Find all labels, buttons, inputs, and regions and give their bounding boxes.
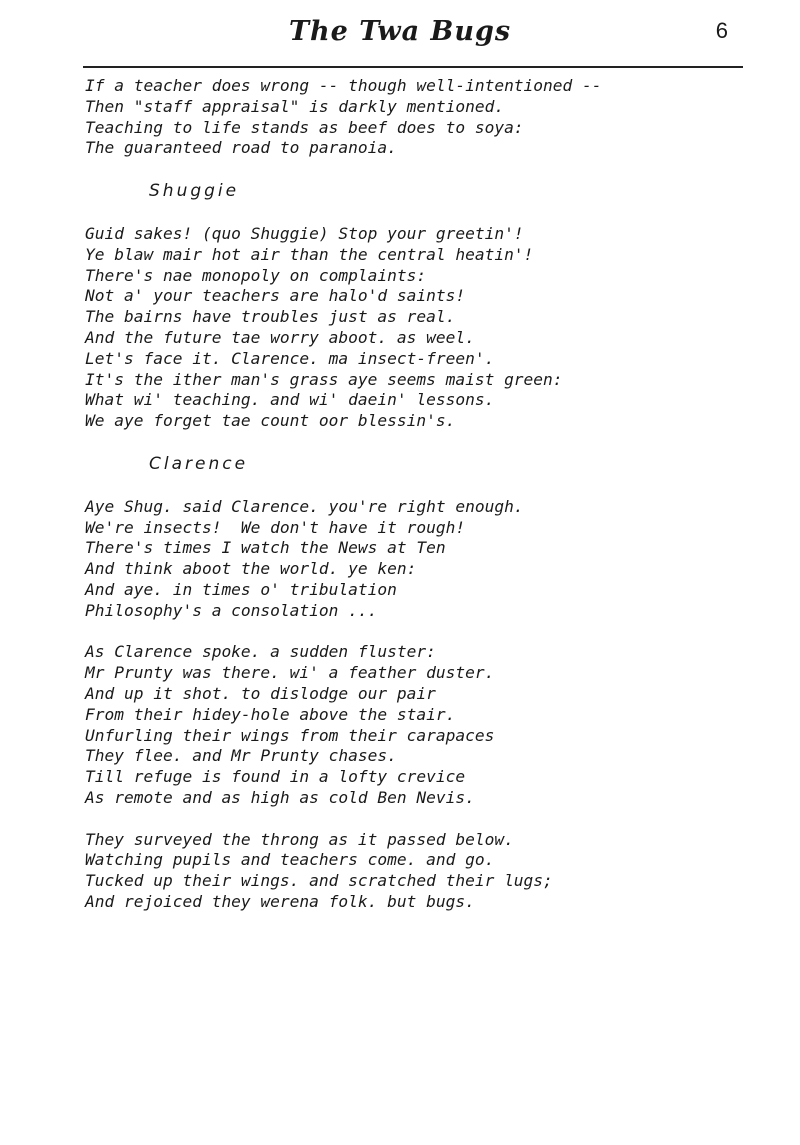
page-title: The Twa Bugs — [288, 16, 512, 47]
poem-line: Mr Prunty was there. wi' a feather duster. — [85, 663, 495, 683]
poem-line: Till refuge is found in a lofty crevice — [85, 767, 466, 787]
poem-line: Watching pupils and teachers come. and go. — [85, 850, 495, 870]
poem-line: From their hidey-hole above the stair. — [85, 704, 456, 724]
poem-line: Ye blaw mair hot air than the central heatin'! — [85, 244, 534, 264]
poem-line: Guid sakes! (quo Shuggie) Stop your greetin'! — [85, 223, 524, 243]
poem-line: Not a' your teachers are halo'd saints! — [85, 286, 466, 306]
speaker-heading-shuggie: Shuggie — [149, 181, 240, 202]
poem-line: There's nae monopoly on complaints: — [85, 265, 427, 285]
poem-line: And aye. in times o' tribulation — [85, 579, 397, 599]
poem-line: There's times I watch the News at Ten — [85, 538, 446, 558]
poem-line: It's the ither man's grass aye seems maist green: — [85, 369, 563, 389]
poem-line: Let's face it. Clarence. ma insect-freen'. — [85, 348, 495, 368]
poem-line: And think aboot the world. ye ken: — [85, 559, 417, 579]
poem-line: And up it shot. to dislodge our pair — [85, 683, 436, 703]
poem-line: Tucked up their wings. and scratched their lugs; — [85, 871, 553, 891]
poem-line: Philosophy's a consolation ... — [85, 600, 378, 620]
stanza — [85, 642, 785, 808]
poem-line: Unfurling their wings from their carapaces — [85, 725, 495, 745]
poem-body — [85, 76, 785, 913]
poem-line: Teaching to life stands as beef does to soya: — [85, 117, 524, 137]
poem-line: And the future tae worry aboot. as weel. — [85, 327, 475, 347]
poem-line: We're insects! We don't have it rough! — [85, 517, 466, 537]
poem-line: We aye forget tae count oor blessin's. — [85, 411, 456, 431]
poem-line: What wi' teaching. and wi' daein' lessons. — [85, 390, 495, 410]
poem-line: Then "staff appraisal" is darkly mentioned. — [85, 96, 505, 116]
poem-line: As remote and as high as cold Ben Nevis. — [85, 787, 475, 807]
stanza — [85, 224, 785, 432]
poem-line: As Clarence spoke. a sudden fluster: — [85, 642, 436, 662]
stanza — [85, 76, 785, 159]
page-number: 6 — [715, 18, 728, 43]
poem-line: Aye Shug. said Clarence. you're right enough. — [85, 496, 524, 516]
stanza — [85, 830, 785, 913]
speaker-heading-clarence: Clarence — [149, 453, 249, 474]
poem-line: The guaranteed road to paranoia. — [85, 138, 397, 158]
stanza — [85, 497, 785, 622]
poem-line: They surveyed the throng as it passed below. — [85, 829, 514, 849]
poem-line: If a teacher does wrong -- though well-intentioned -- — [85, 76, 602, 95]
header-divider — [83, 66, 743, 68]
poem-line: And rejoiced they werena folk. but bugs. — [85, 891, 475, 911]
poem-line: They flee. and Mr Prunty chases. — [85, 746, 397, 766]
poem-line: The bairns have troubles just as real. — [85, 307, 456, 327]
